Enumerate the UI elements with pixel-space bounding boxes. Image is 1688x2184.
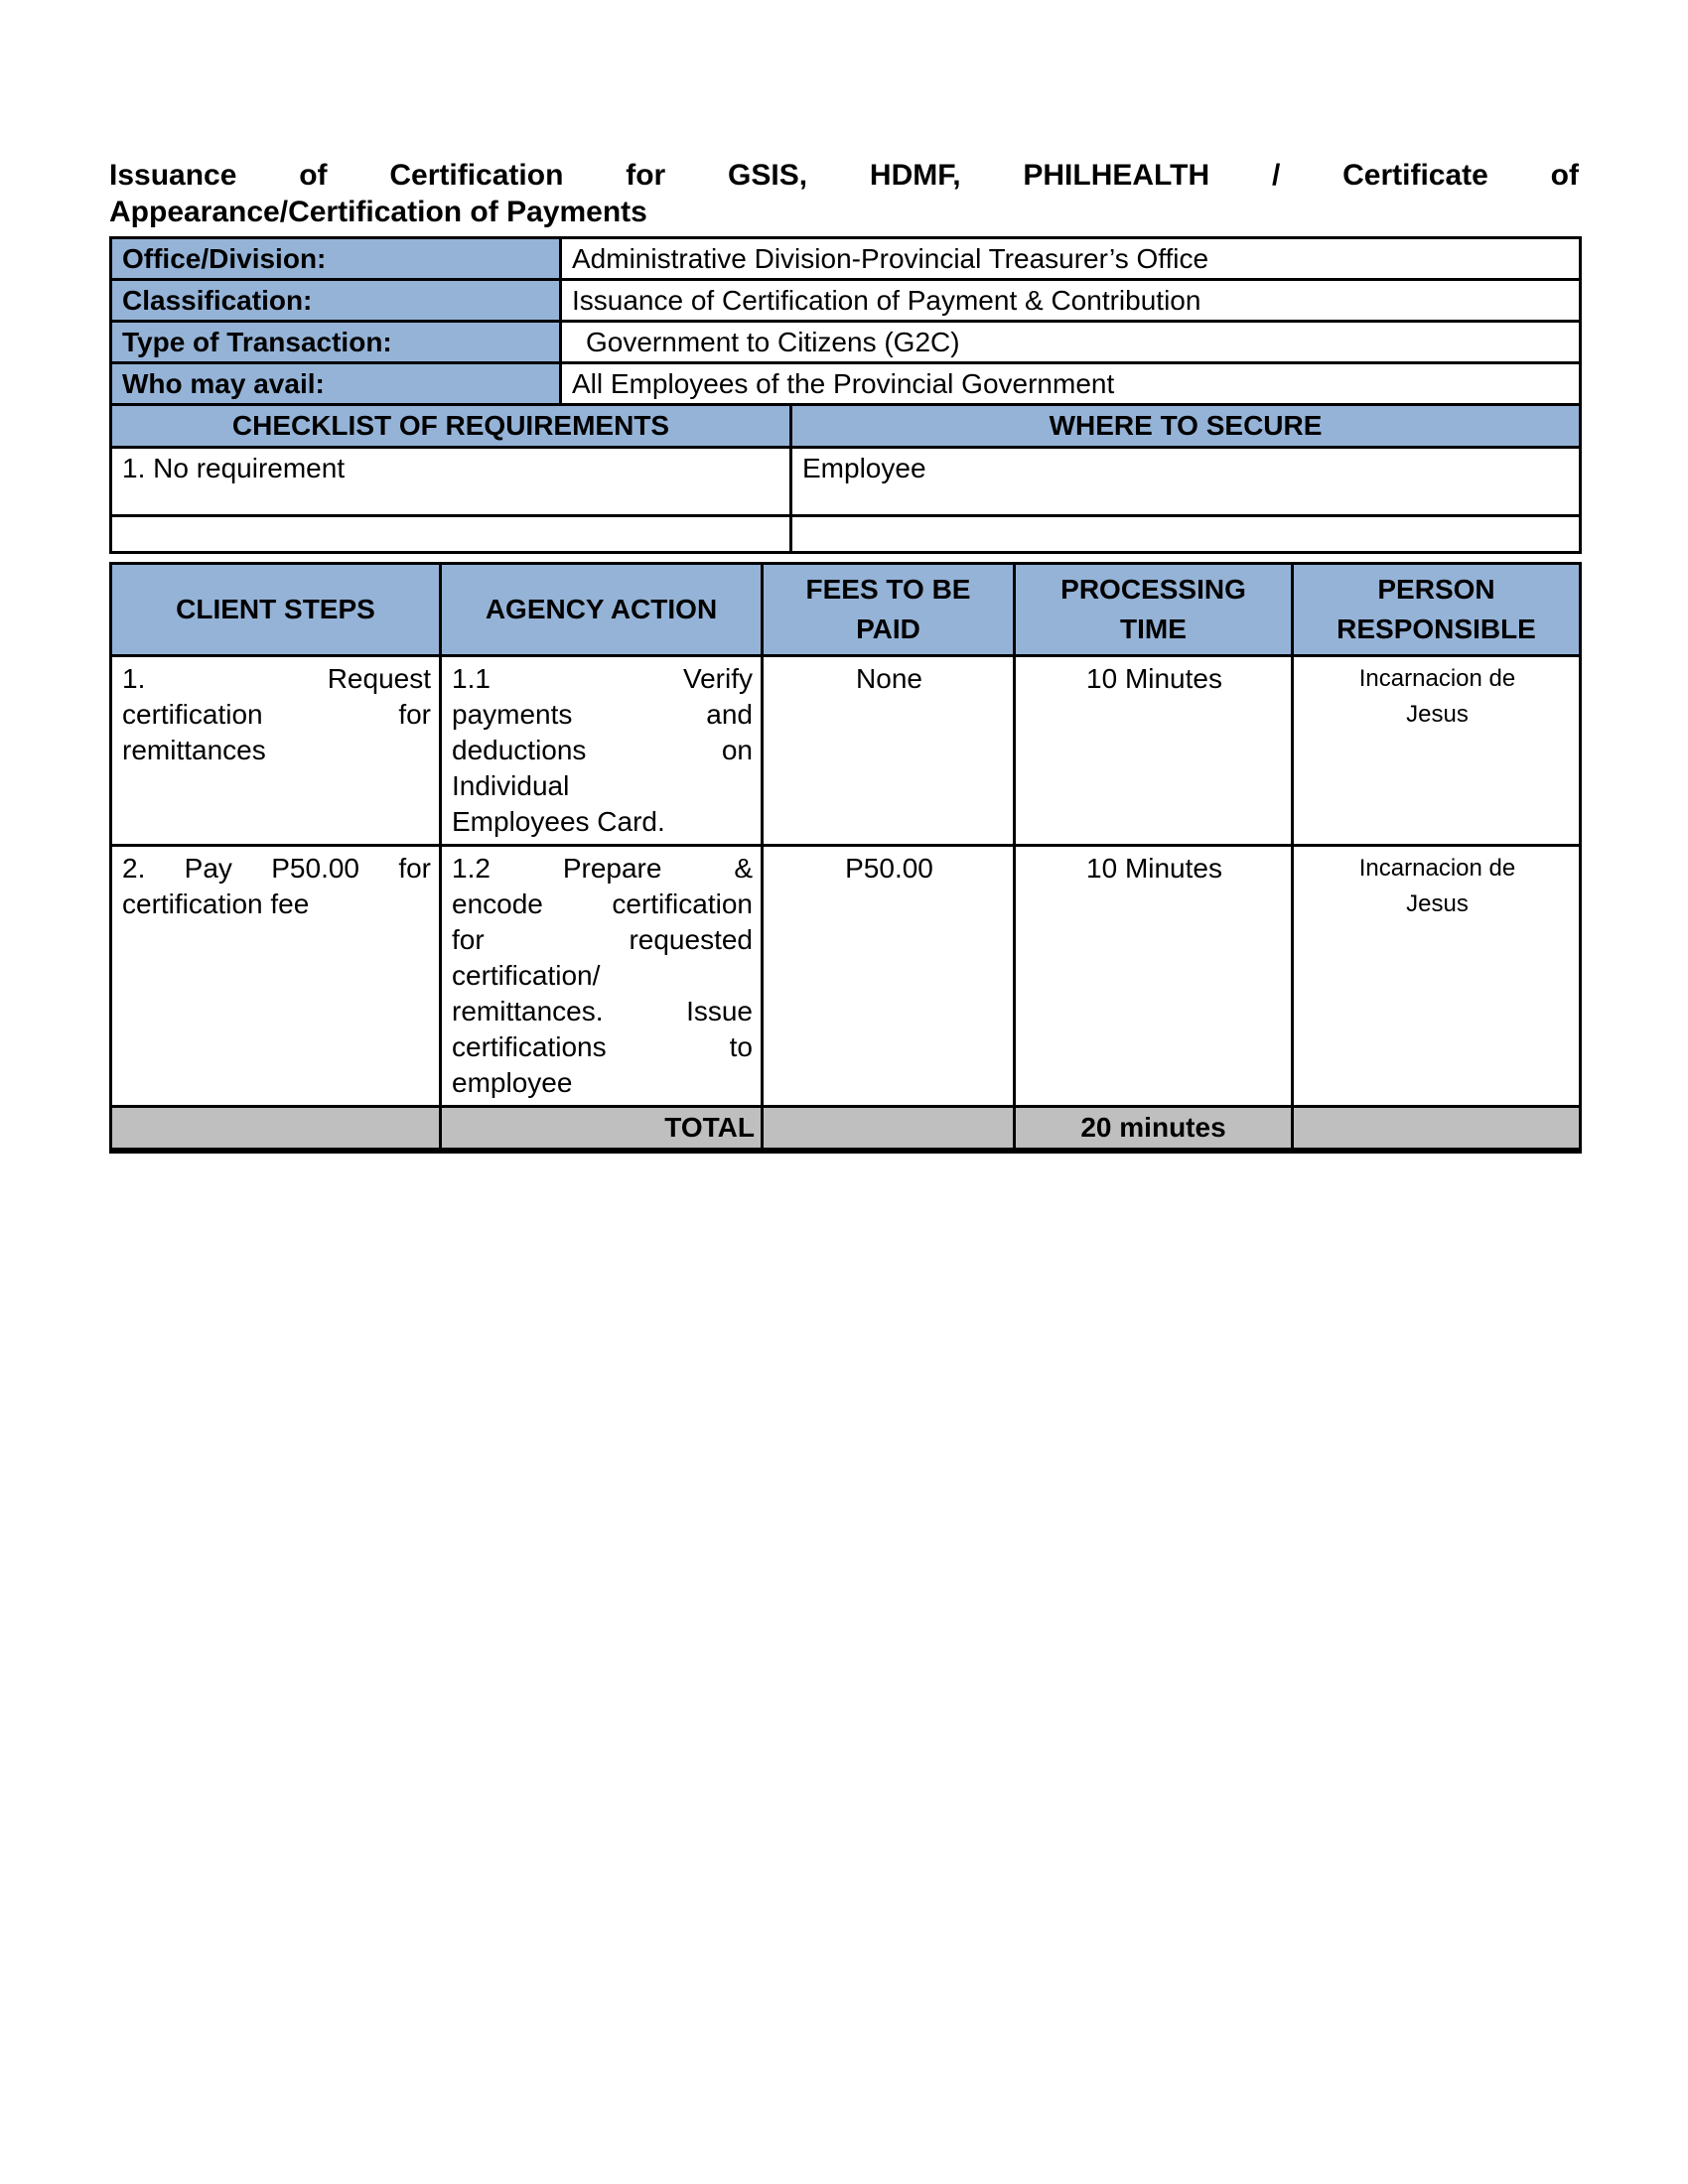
office-division-value: Administrative Division-Provincial Treasurer’s Office <box>561 238 1581 280</box>
fees-to-be-paid-header: FEES TO BE PAID <box>763 564 1015 656</box>
processing-time-cell: 10 Minutes <box>1015 846 1293 1107</box>
agency-action-cell: 1.2 Prepare & encode certification for requested certification/ remittances. Issue certifications to employee <box>441 846 763 1107</box>
total-row <box>111 1107 1581 1152</box>
client-step-cell: 2. Pay P50.00 for certification fee <box>111 846 441 1107</box>
table-header-row <box>111 405 1581 448</box>
table-header-row <box>111 564 1581 656</box>
requirement-cell <box>111 516 791 553</box>
fees-cell: None <box>763 656 1015 846</box>
client-step-cell: 1. Request certification for remittances <box>111 656 441 846</box>
person-responsible-header: PERSON RESPONSIBLE <box>1293 564 1581 656</box>
classification-value: Issuance of Certification of Payment & Contribution <box>561 280 1581 322</box>
source-cell <box>791 516 1581 553</box>
total-label: TOTAL <box>441 1107 763 1152</box>
table-row <box>111 448 1581 516</box>
table-row <box>111 322 1581 363</box>
who-may-avail-label: Who may avail: <box>111 363 561 405</box>
processing-time-header: PROCESSING TIME <box>1015 564 1293 656</box>
agency-action-header: AGENCY ACTION <box>441 564 763 656</box>
agency-action-cell: 1.1 Verify payments and deductions on Individual Employees Card. <box>441 656 763 846</box>
total-empty-cell <box>111 1107 441 1152</box>
classification-label: Classification: <box>111 280 561 322</box>
service-info-table <box>109 236 1582 406</box>
office-division-label: Office/Division: <box>111 238 561 280</box>
table-row <box>111 846 1581 1107</box>
total-fees-cell <box>763 1107 1015 1152</box>
page-title: Issuance of Certification for GSIS, HDMF, PHILHEALTH / Certificate of Appearance/Certification of Payments <box>109 159 1579 228</box>
checklist-of-requirements-header: CHECKLIST OF REQUIREMENTS <box>111 405 791 448</box>
where-to-secure-header: WHERE TO SECURE <box>791 405 1581 448</box>
table-row <box>111 656 1581 846</box>
table-row <box>111 238 1581 280</box>
fees-cell: P50.00 <box>763 846 1015 1107</box>
table-row <box>111 516 1581 553</box>
table-row <box>111 280 1581 322</box>
client-steps-header: CLIENT STEPS <box>111 564 441 656</box>
process-table <box>109 562 1582 1154</box>
person-responsible-cell: Incarnacion de Jesus <box>1293 846 1581 1107</box>
total-person-cell <box>1293 1107 1581 1152</box>
requirement-cell: 1. No requirement <box>111 448 791 516</box>
transaction-type-value: Government to Citizens (G2C) <box>561 322 1581 363</box>
requirements-table <box>109 403 1582 554</box>
table-row <box>111 363 1581 405</box>
source-cell: Employee <box>791 448 1581 516</box>
total-processing-time: 20 minutes <box>1015 1107 1293 1152</box>
transaction-type-label: Type of Transaction: <box>111 322 561 363</box>
person-responsible-cell: Incarnacion de Jesus <box>1293 656 1581 846</box>
processing-time-cell: 10 Minutes <box>1015 656 1293 846</box>
who-may-avail-value: All Employees of the Provincial Government <box>561 363 1581 405</box>
document-content <box>109 157 1579 1154</box>
